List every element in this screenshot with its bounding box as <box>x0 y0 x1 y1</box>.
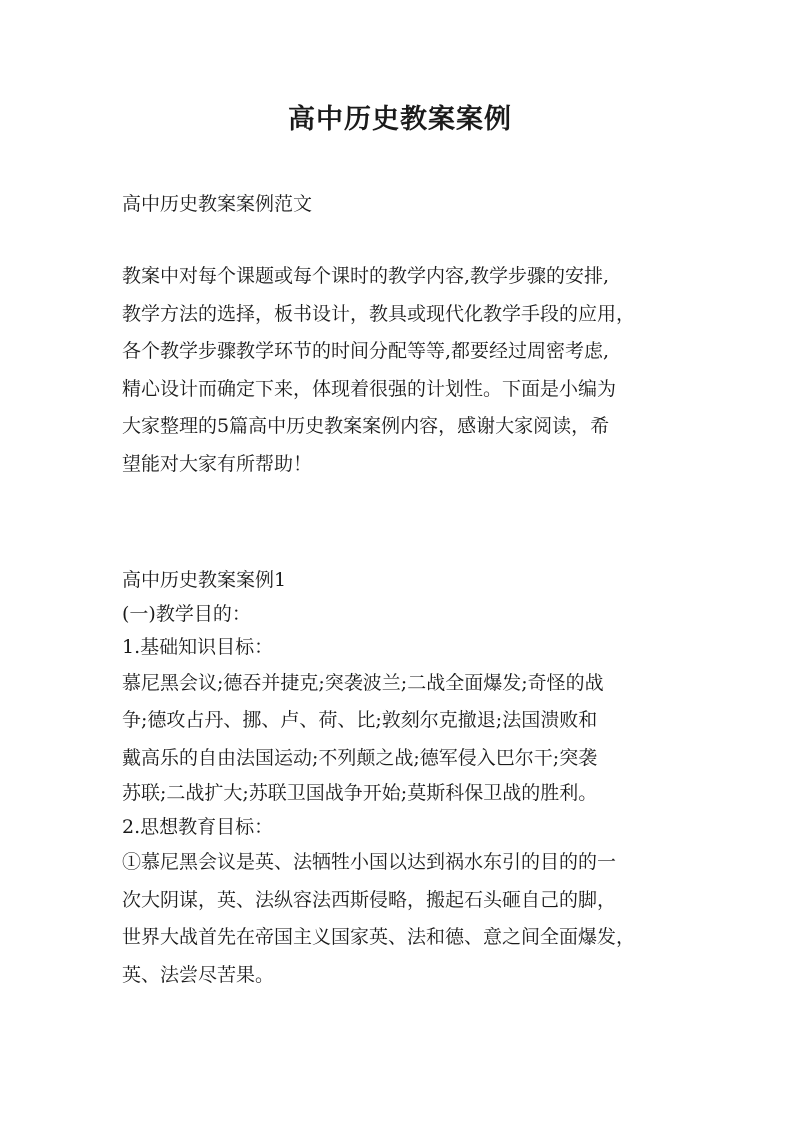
item2-line: 世界大战首先在帝国主义国家英、法和德、意之间全面爆发， <box>122 926 636 948</box>
item1-line: 戴高乐的自由法国运动;不列颠之战;德军侵入巴尔干;突袭 <box>122 746 598 769</box>
document-subtitle: 高中历史教案案例范文 <box>122 193 313 215</box>
intro-line: 各个教学步骤教学环节的时间分配等等,都要经过周密考虑, <box>122 340 610 362</box>
item2-line: 次大阴谋，英、法纵容法西斯侵略，搬起石头砸自己的脚， <box>122 888 617 911</box>
item1-line: 争;德攻占丹、挪、卢、荷、比;敦刻尔克撤退;法国溃败和 <box>122 709 598 731</box>
objective-heading: (一)教学目的： <box>122 602 251 625</box>
item1-line: 慕尼黑会议;德吞并捷克;突袭波兰;二战全面爆发;奇怪的战 <box>122 671 604 694</box>
section-heading: 高中历史教案案例1 <box>122 569 287 591</box>
item1-line: 苏联;二战扩大;苏联卫国战争开始;莫斯科保卫战的胜利。 <box>122 782 598 804</box>
section-case-1 <box>122 564 692 994</box>
intro-line: 教学方法的选择，板书设计，教具或现代化教学手段的应用， <box>122 302 636 325</box>
item1-heading: 1.基础知识目标： <box>122 636 274 658</box>
intro-line: 大家整理的5篇高中历史教案案例内容，感谢大家阅读，希 <box>122 415 610 437</box>
item2-heading: 2.思想教育目标： <box>122 815 274 838</box>
document-title: 高中历史教案案例 <box>288 104 512 135</box>
item2-line: ①慕尼黑会议是英、法牺牲小国以达到祸水东引的目的的一 <box>122 851 617 873</box>
intro-line: 望能对大家有所帮助！ <box>122 452 313 475</box>
intro-paragraph <box>122 258 692 483</box>
intro-line: 精心设计而确定下来，体现着很强的计划性。下面是小编为 <box>122 377 617 400</box>
intro-line: 教案中对每个课题或每个课时的教学内容,教学步骤的安排, <box>122 265 610 287</box>
item2-line: 英、法尝尽苦果。 <box>122 963 275 986</box>
